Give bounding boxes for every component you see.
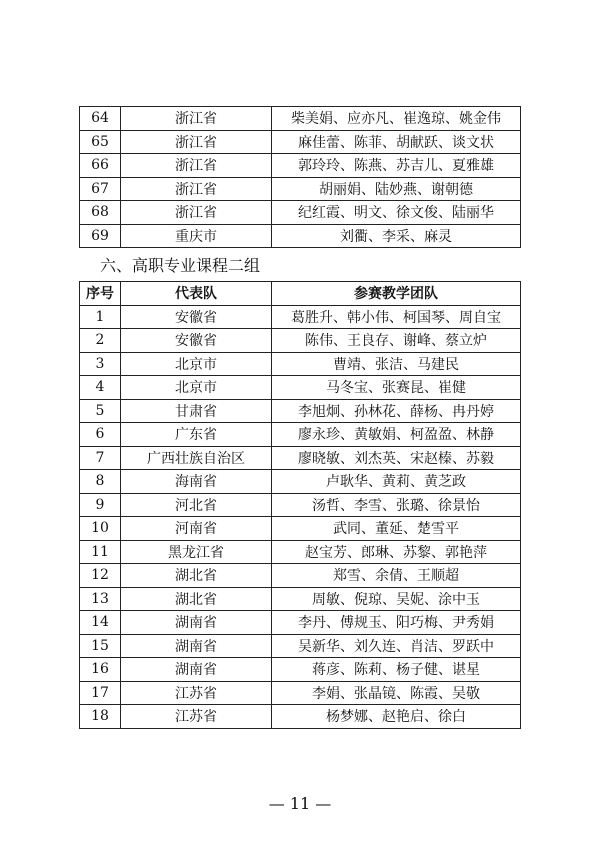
- team-members: 李丹、傅规玉、阳巧梅、尹秀娟: [272, 611, 521, 635]
- team-members: 李旭炯、孙林花、薛杨、冉丹婷: [272, 399, 521, 423]
- team-members: 郭玲玲、陈燕、苏吉儿、夏雅雄: [272, 154, 521, 178]
- row-number: 3: [80, 352, 121, 376]
- row-number: 13: [80, 587, 121, 611]
- row-number: 2: [80, 329, 121, 353]
- team-members: 刘衢、李采、麻灵: [272, 224, 521, 248]
- row-number: 12: [80, 564, 121, 588]
- table-row: [80, 517, 521, 541]
- row-number: 11: [80, 540, 121, 564]
- team-members: 卢耿华、黄莉、黄芝政: [272, 470, 521, 494]
- team-name: 重庆市: [121, 224, 272, 248]
- table-row: [80, 446, 521, 470]
- table-row: [80, 201, 521, 225]
- team-name: 北京市: [121, 352, 272, 376]
- table-row: [80, 329, 521, 353]
- table-row: [80, 611, 521, 635]
- team-name: 浙江省: [121, 130, 272, 154]
- team-members: 纪红霞、明文、徐文俊、陆丽华: [272, 201, 521, 225]
- row-number: 5: [80, 399, 121, 423]
- section-heading: 六、高职专业课程二组: [100, 256, 261, 275]
- team-members: 武同、董延、楚雪平: [272, 517, 521, 541]
- team-members: 李娟、张晶镜、陈霞、吴敬: [272, 681, 521, 705]
- team-name: 湖北省: [121, 587, 272, 611]
- team-name: 湖南省: [121, 634, 272, 658]
- table-row: [80, 587, 521, 611]
- row-number: 14: [80, 611, 121, 635]
- team-name: 海南省: [121, 470, 272, 494]
- table-row: [80, 540, 521, 564]
- row-number: 6: [80, 423, 121, 447]
- team-members: 麻佳蕾、陈菲、胡献跃、谈文状: [272, 130, 521, 154]
- team-name: 浙江省: [121, 177, 272, 201]
- table-row: [80, 224, 521, 248]
- team-members: 曹靖、张洁、马建民: [272, 352, 521, 376]
- row-number: 8: [80, 470, 121, 494]
- team-name: 湖南省: [121, 611, 272, 635]
- continued-table-body: [80, 107, 521, 248]
- table-row: [80, 493, 521, 517]
- team-name: 黑龙江省: [121, 540, 272, 564]
- row-number: 17: [80, 681, 121, 705]
- table-row: [80, 177, 521, 201]
- table-body: [80, 305, 521, 728]
- table-row: [80, 681, 521, 705]
- table-row: [80, 705, 521, 729]
- table-row: [80, 305, 521, 329]
- team-members: 周敏、倪琼、吴妮、涂中玉: [272, 587, 521, 611]
- team-name: 湖南省: [121, 658, 272, 682]
- table-row: [80, 107, 521, 131]
- team-name: 安徽省: [121, 305, 272, 329]
- team-name: 甘肃省: [121, 399, 272, 423]
- header-number: 序号: [80, 282, 121, 306]
- row-number: 10: [80, 517, 121, 541]
- team-name: 河北省: [121, 493, 272, 517]
- row-number: 69: [80, 224, 121, 248]
- team-name: 广东省: [121, 423, 272, 447]
- team-name: 浙江省: [121, 201, 272, 225]
- header-team: 代表队: [121, 282, 272, 306]
- table-header: [80, 282, 521, 306]
- team-members: 蒋彦、陈莉、杨子健、谌星: [272, 658, 521, 682]
- team-members: 汤哲、李雪、张璐、徐景怡: [272, 493, 521, 517]
- team-members: 胡丽娟、陆妙燕、谢朝德: [272, 177, 521, 201]
- continued-team-table: [79, 106, 521, 248]
- table-row: [80, 399, 521, 423]
- row-number: 66: [80, 154, 121, 178]
- team-members: 马冬宝、张赛昆、崔健: [272, 376, 521, 400]
- team-name: 广西壮族自治区: [121, 446, 272, 470]
- team-name: 河南省: [121, 517, 272, 541]
- table-row: [80, 423, 521, 447]
- header-row: [80, 282, 521, 306]
- table-row: [80, 564, 521, 588]
- row-number: 67: [80, 177, 121, 201]
- team-table: [79, 281, 521, 729]
- team-name: 浙江省: [121, 107, 272, 131]
- table-row: [80, 154, 521, 178]
- row-number: 15: [80, 634, 121, 658]
- header-members: 参赛教学团队: [272, 282, 521, 306]
- team-members: 廖永珍、黄敏娟、柯盈盈、林静: [272, 423, 521, 447]
- team-name: 北京市: [121, 376, 272, 400]
- row-number: 4: [80, 376, 121, 400]
- team-name: 浙江省: [121, 154, 272, 178]
- row-number: 1: [80, 305, 121, 329]
- team-members: 柴美娟、应亦凡、崔逸琼、姚金伟: [272, 107, 521, 131]
- row-number: 18: [80, 705, 121, 729]
- team-name: 湖北省: [121, 564, 272, 588]
- row-number: 16: [80, 658, 121, 682]
- row-number: 7: [80, 446, 121, 470]
- page-number: — 11 —: [268, 794, 332, 813]
- team-members: 吴新华、刘久连、肖洁、罗跃中: [272, 634, 521, 658]
- table-row: [80, 130, 521, 154]
- team-members: 葛胜升、韩小伟、柯国琴、周自宝: [272, 305, 521, 329]
- table-row: [80, 376, 521, 400]
- row-number: 9: [80, 493, 121, 517]
- team-members: 赵宝芳、郎琳、苏黎、郭艳萍: [272, 540, 521, 564]
- row-number: 64: [80, 107, 121, 131]
- table-row: [80, 634, 521, 658]
- row-number: 65: [80, 130, 121, 154]
- team-members: 廖晓敏、刘杰英、宋赵榛、苏毅: [272, 446, 521, 470]
- team-members: 郑雪、余倩、王顺超: [272, 564, 521, 588]
- row-number: 68: [80, 201, 121, 225]
- team-name: 江苏省: [121, 705, 272, 729]
- team-name: 安徽省: [121, 329, 272, 353]
- team-members: 杨梦娜、赵艳启、徐白: [272, 705, 521, 729]
- team-name: 江苏省: [121, 681, 272, 705]
- team-members: 陈伟、王良存、谢峰、蔡立炉: [272, 329, 521, 353]
- table-row: [80, 470, 521, 494]
- table-row: [80, 352, 521, 376]
- table-row: [80, 658, 521, 682]
